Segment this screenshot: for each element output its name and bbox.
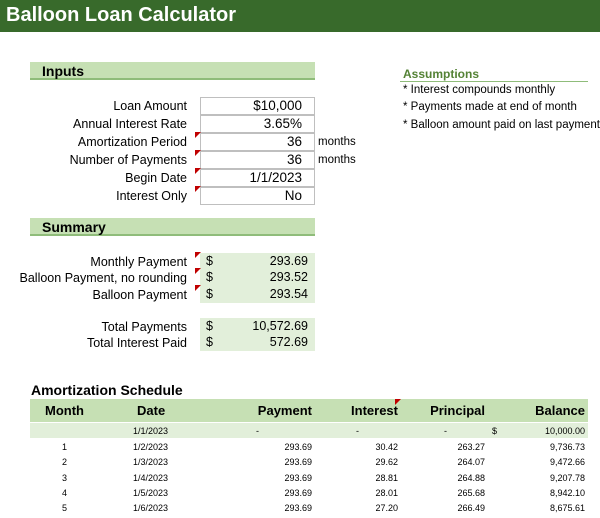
row-interest: 28.81 [375, 473, 398, 483]
col-principal: Principal [430, 403, 485, 418]
comment-marker[interactable] [195, 285, 201, 291]
total-payments-amount: 10,572.69 [252, 319, 308, 333]
inputs-header [30, 62, 315, 80]
loan-amount-label: Loan Amount [113, 99, 187, 113]
row-balance: 9,207.78 [549, 473, 585, 483]
row-payment: 293.69 [284, 457, 312, 467]
balloon-no-rounding-amount: 293.52 [269, 270, 308, 284]
balloon-no-rounding-label: Balloon Payment, no rounding [19, 271, 187, 285]
assumptions-divider [400, 81, 588, 82]
row-payment: 293.69 [284, 473, 312, 483]
amortization-period-unit: months [318, 136, 356, 148]
begin-date-input[interactable]: 1/1/2023 [200, 169, 315, 187]
row-payment: 293.69 [284, 503, 312, 513]
monthly-payment-label: Monthly Payment [90, 255, 187, 269]
row-principal: 266.49 [457, 503, 485, 513]
row-principal: 264.07 [457, 457, 485, 467]
start-interest: - [356, 426, 359, 436]
comment-marker[interactable] [195, 132, 201, 138]
row-interest: 29.62 [375, 457, 398, 467]
col-month: Month [45, 403, 84, 418]
row-date: 1/6/2023 [133, 503, 169, 513]
col-date: Date [137, 403, 166, 418]
comment-marker[interactable] [395, 399, 401, 405]
total-interest-amount: 572.69 [269, 335, 308, 349]
row-month: 3 [62, 473, 68, 483]
row-principal: 264.88 [457, 473, 485, 483]
interest-only-input[interactable]: No [200, 187, 315, 205]
summary-heading: Summary [42, 219, 106, 235]
schedule-title: Amortization Schedule [31, 382, 183, 398]
row-payment: 293.69 [284, 488, 312, 498]
amortization-period-label: Amortization Period [77, 135, 187, 149]
loan-amount-input[interactable]: $10,000 [200, 97, 315, 115]
start-date: 1/1/2023 [133, 426, 169, 436]
assumption-item: * Payments made at end of month [403, 101, 577, 113]
row-month: 4 [62, 488, 68, 498]
monthly-payment-value [200, 253, 315, 270]
currency-symbol: $ [206, 319, 213, 333]
start-currency: $ [492, 426, 498, 436]
col-balance: Balance [535, 403, 585, 418]
row-interest: 30.42 [375, 442, 398, 452]
comment-marker[interactable] [195, 168, 201, 174]
start-principal: - [444, 426, 447, 436]
comment-marker[interactable] [195, 186, 201, 192]
col-payment: Payment [257, 403, 312, 418]
row-date: 1/3/2023 [133, 457, 169, 467]
number-of-payments-label: Number of Payments [69, 153, 187, 167]
balloon-payment-amount: 293.54 [269, 287, 308, 301]
start-balance: 10,000.00 [544, 426, 585, 436]
row-principal: 263.27 [457, 442, 485, 452]
row-interest: 28.01 [375, 488, 398, 498]
row-balance: 9,736.73 [549, 442, 585, 452]
currency-symbol: $ [206, 270, 213, 284]
number-of-payments-unit: months [318, 154, 356, 166]
amortization-period-input[interactable]: 36 [200, 133, 315, 151]
balloon-no-rounding-value [200, 269, 315, 286]
comment-marker[interactable] [195, 268, 201, 274]
page-title: Balloon Loan Calculator [6, 4, 237, 26]
total-interest-label: Total Interest Paid [86, 336, 187, 350]
assumption-item: * Balloon amount paid on last payment [403, 119, 600, 131]
row-month: 5 [62, 503, 68, 513]
assumptions-heading: Assumptions [403, 67, 480, 81]
balloon-payment-value [200, 286, 315, 303]
row-month: 2 [62, 457, 68, 467]
row-date: 1/2/2023 [133, 442, 169, 452]
row-interest: 27.20 [375, 503, 398, 513]
col-interest: Interest [351, 403, 398, 418]
row-date: 1/4/2023 [133, 473, 169, 483]
summary-header [30, 218, 315, 236]
row-date: 1/5/2023 [133, 488, 169, 498]
total-payments-value [200, 318, 315, 335]
interest-rate-label: Annual Interest Rate [73, 117, 187, 131]
inputs-heading: Inputs [42, 63, 84, 79]
total-payments-label: Total Payments [101, 320, 187, 334]
currency-symbol: $ [206, 254, 213, 268]
balloon-payment-label: Balloon Payment [92, 288, 187, 302]
start-payment: - [256, 426, 259, 436]
row-payment: 293.69 [284, 442, 312, 452]
monthly-payment-amount: 293.69 [269, 254, 308, 268]
assumption-item: * Interest compounds monthly [403, 84, 556, 96]
row-balance: 8,942.10 [549, 488, 585, 498]
row-balance: 8,675.61 [549, 503, 585, 513]
begin-date-label: Begin Date [125, 171, 187, 185]
row-balance: 9,472.66 [549, 457, 585, 467]
row-month: 1 [62, 442, 68, 452]
row-principal: 265.68 [457, 488, 485, 498]
currency-symbol: $ [206, 287, 213, 301]
comment-marker[interactable] [195, 252, 201, 258]
comment-marker[interactable] [195, 150, 201, 156]
interest-only-label: Interest Only [116, 189, 187, 203]
number-of-payments-input[interactable]: 36 [200, 151, 315, 169]
total-interest-value [200, 334, 315, 351]
currency-symbol: $ [206, 335, 213, 349]
interest-rate-input[interactable]: 3.65% [200, 115, 315, 133]
